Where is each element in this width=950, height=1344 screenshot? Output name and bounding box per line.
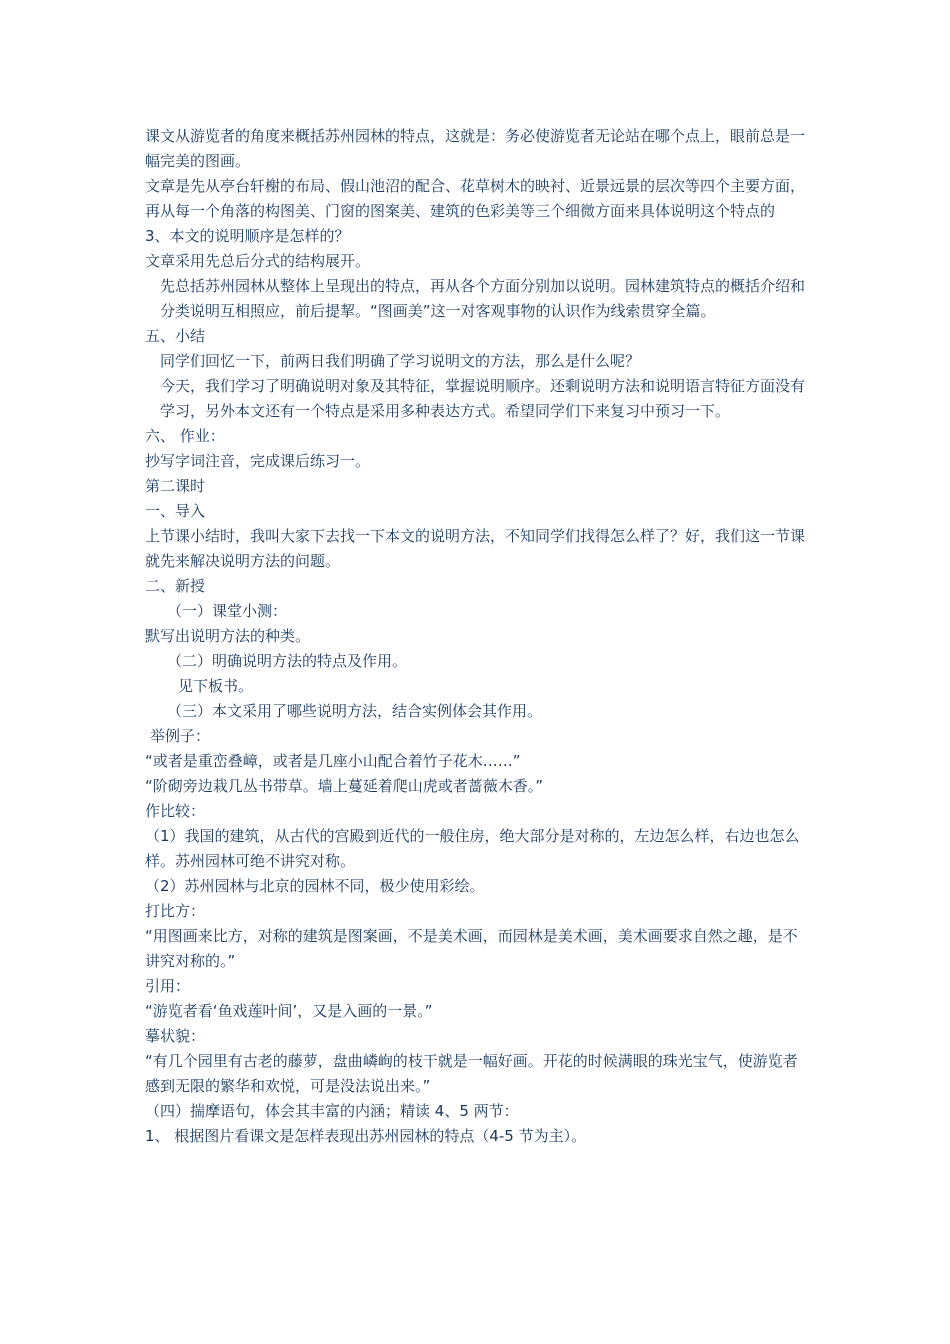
heading-new-content: 二、新授 [145, 577, 206, 595]
quote-example-2: “阶砌旁边栽几丛书带草。墙上蔓延着爬山虎或者蔷薇木香。” [145, 777, 544, 795]
quote-metaphor: “用图画来比方，对称的建筑是图案画，不是美术画，而园林是美术画，美术画要求自然之趣，是不讲究对称的。” [145, 927, 798, 970]
label-example: 举例子： [150, 727, 211, 745]
paragraph-detail: 先总括苏州园林从整体上呈现出的特点，再从各个方面分别加以说明。园林建筑特点的概括介绍和分类说明互相照应，前后提挈。“图画美”这一对客观事物的认识作为线索贯穿全篇。 [160, 277, 806, 320]
paragraph-quiz: 默写出说明方法的种类。 [145, 627, 311, 645]
question-order: 3、本文的说明顺序是怎样的？ [145, 227, 350, 245]
heading-summary: 五、小结 [145, 327, 206, 345]
label-comparison: 作比较： [145, 802, 206, 820]
subheading-methods: （二）明确说明方法的特点及作用。 [167, 652, 408, 670]
label-metaphor: 打比方： [145, 902, 206, 920]
paragraph-comparison-1: （1）我国的建筑，从古代的宫殿到近代的一般住房，绝大部分是对称的，左边怎么样，右边也怎么样。苏州园林可绝不讲究对称。 [145, 827, 800, 870]
label-description: 摹状貌： [145, 1027, 206, 1045]
document-page [145, 124, 810, 1149]
quote-example-1: “或者是重峦叠嶂，或者是几座小山配合着竹子花木……” [145, 752, 521, 770]
paragraph-task-1: 1、 根据图片看课文是怎样表现出苏州园林的特点（4-5 节为主）。 [145, 1127, 587, 1145]
heading-homework: 六、 作业： [145, 427, 225, 445]
quote-description: “有几个园里有古老的藤萝，盘曲嶙峋的枝干就是一幅好画。开花的时候满眼的珠光宝气，使游览者感到无限的繁华和欢悦，可是没法说出来。” [145, 1052, 798, 1095]
paragraph-intro: 上节课小结时，我叫大家下去找一下本文的说明方法，不知同学们找得怎么样了？好，我们这一节课就先来解决说明方法的问题。 [145, 527, 806, 570]
quote-citation: “游览者看‘鱼戏莲叶间’，又是入画的一景。” [145, 1002, 433, 1020]
paragraph-answer: 文章采用先总后分式的结构展开。 [145, 252, 371, 270]
subheading-analysis: （四）揣摩语句，体会其丰富的内涵；精读 4、5 两节： [145, 1102, 519, 1120]
label-citation: 引用： [145, 977, 191, 995]
heading-intro: 一、导入 [145, 502, 206, 520]
paragraph-review: 同学们回忆一下，前两日我们明确了学习说明文的方法，那么是什么呢？ [160, 352, 641, 370]
paragraph-summary: 课文从游览者的角度来概括苏州园林的特点，这就是：务必使游览者无论站在哪个点上，眼前总是一幅完美的图画。 [145, 127, 806, 170]
heading-second-lesson: 第二课时 [145, 477, 206, 495]
paragraph-structure: 文章是先从亭台轩榭的布局、假山池沼的配合、花草树木的映衬、近景远景的层次等四个主要方面，再从每一个角落的构图美、门窗的图案美、建筑的色彩美等三个细微方面来具体说明这个特点的 [145, 177, 806, 220]
paragraph-today: 今天，我们学习了明确说明对象及其特征，掌握说明顺序。还剩说明方法和说明语言特征方面没有学习，另外本文还有一个特点是采用多种表达方式。希望同学们下来复习中预习一下。 [160, 377, 806, 420]
paragraph-board: 见下板书。 [178, 677, 254, 695]
paragraph-homework: 抄写字词注音，完成课后练习一。 [145, 452, 371, 470]
paragraph-comparison-2: （2）苏州园林与北京的园林不同，极少使用彩绘。 [145, 877, 485, 895]
subheading-quiz: （一）课堂小测： [167, 602, 288, 620]
subheading-examples: （三）本文采用了哪些说明方法，结合实例体会其作用。 [167, 702, 543, 720]
